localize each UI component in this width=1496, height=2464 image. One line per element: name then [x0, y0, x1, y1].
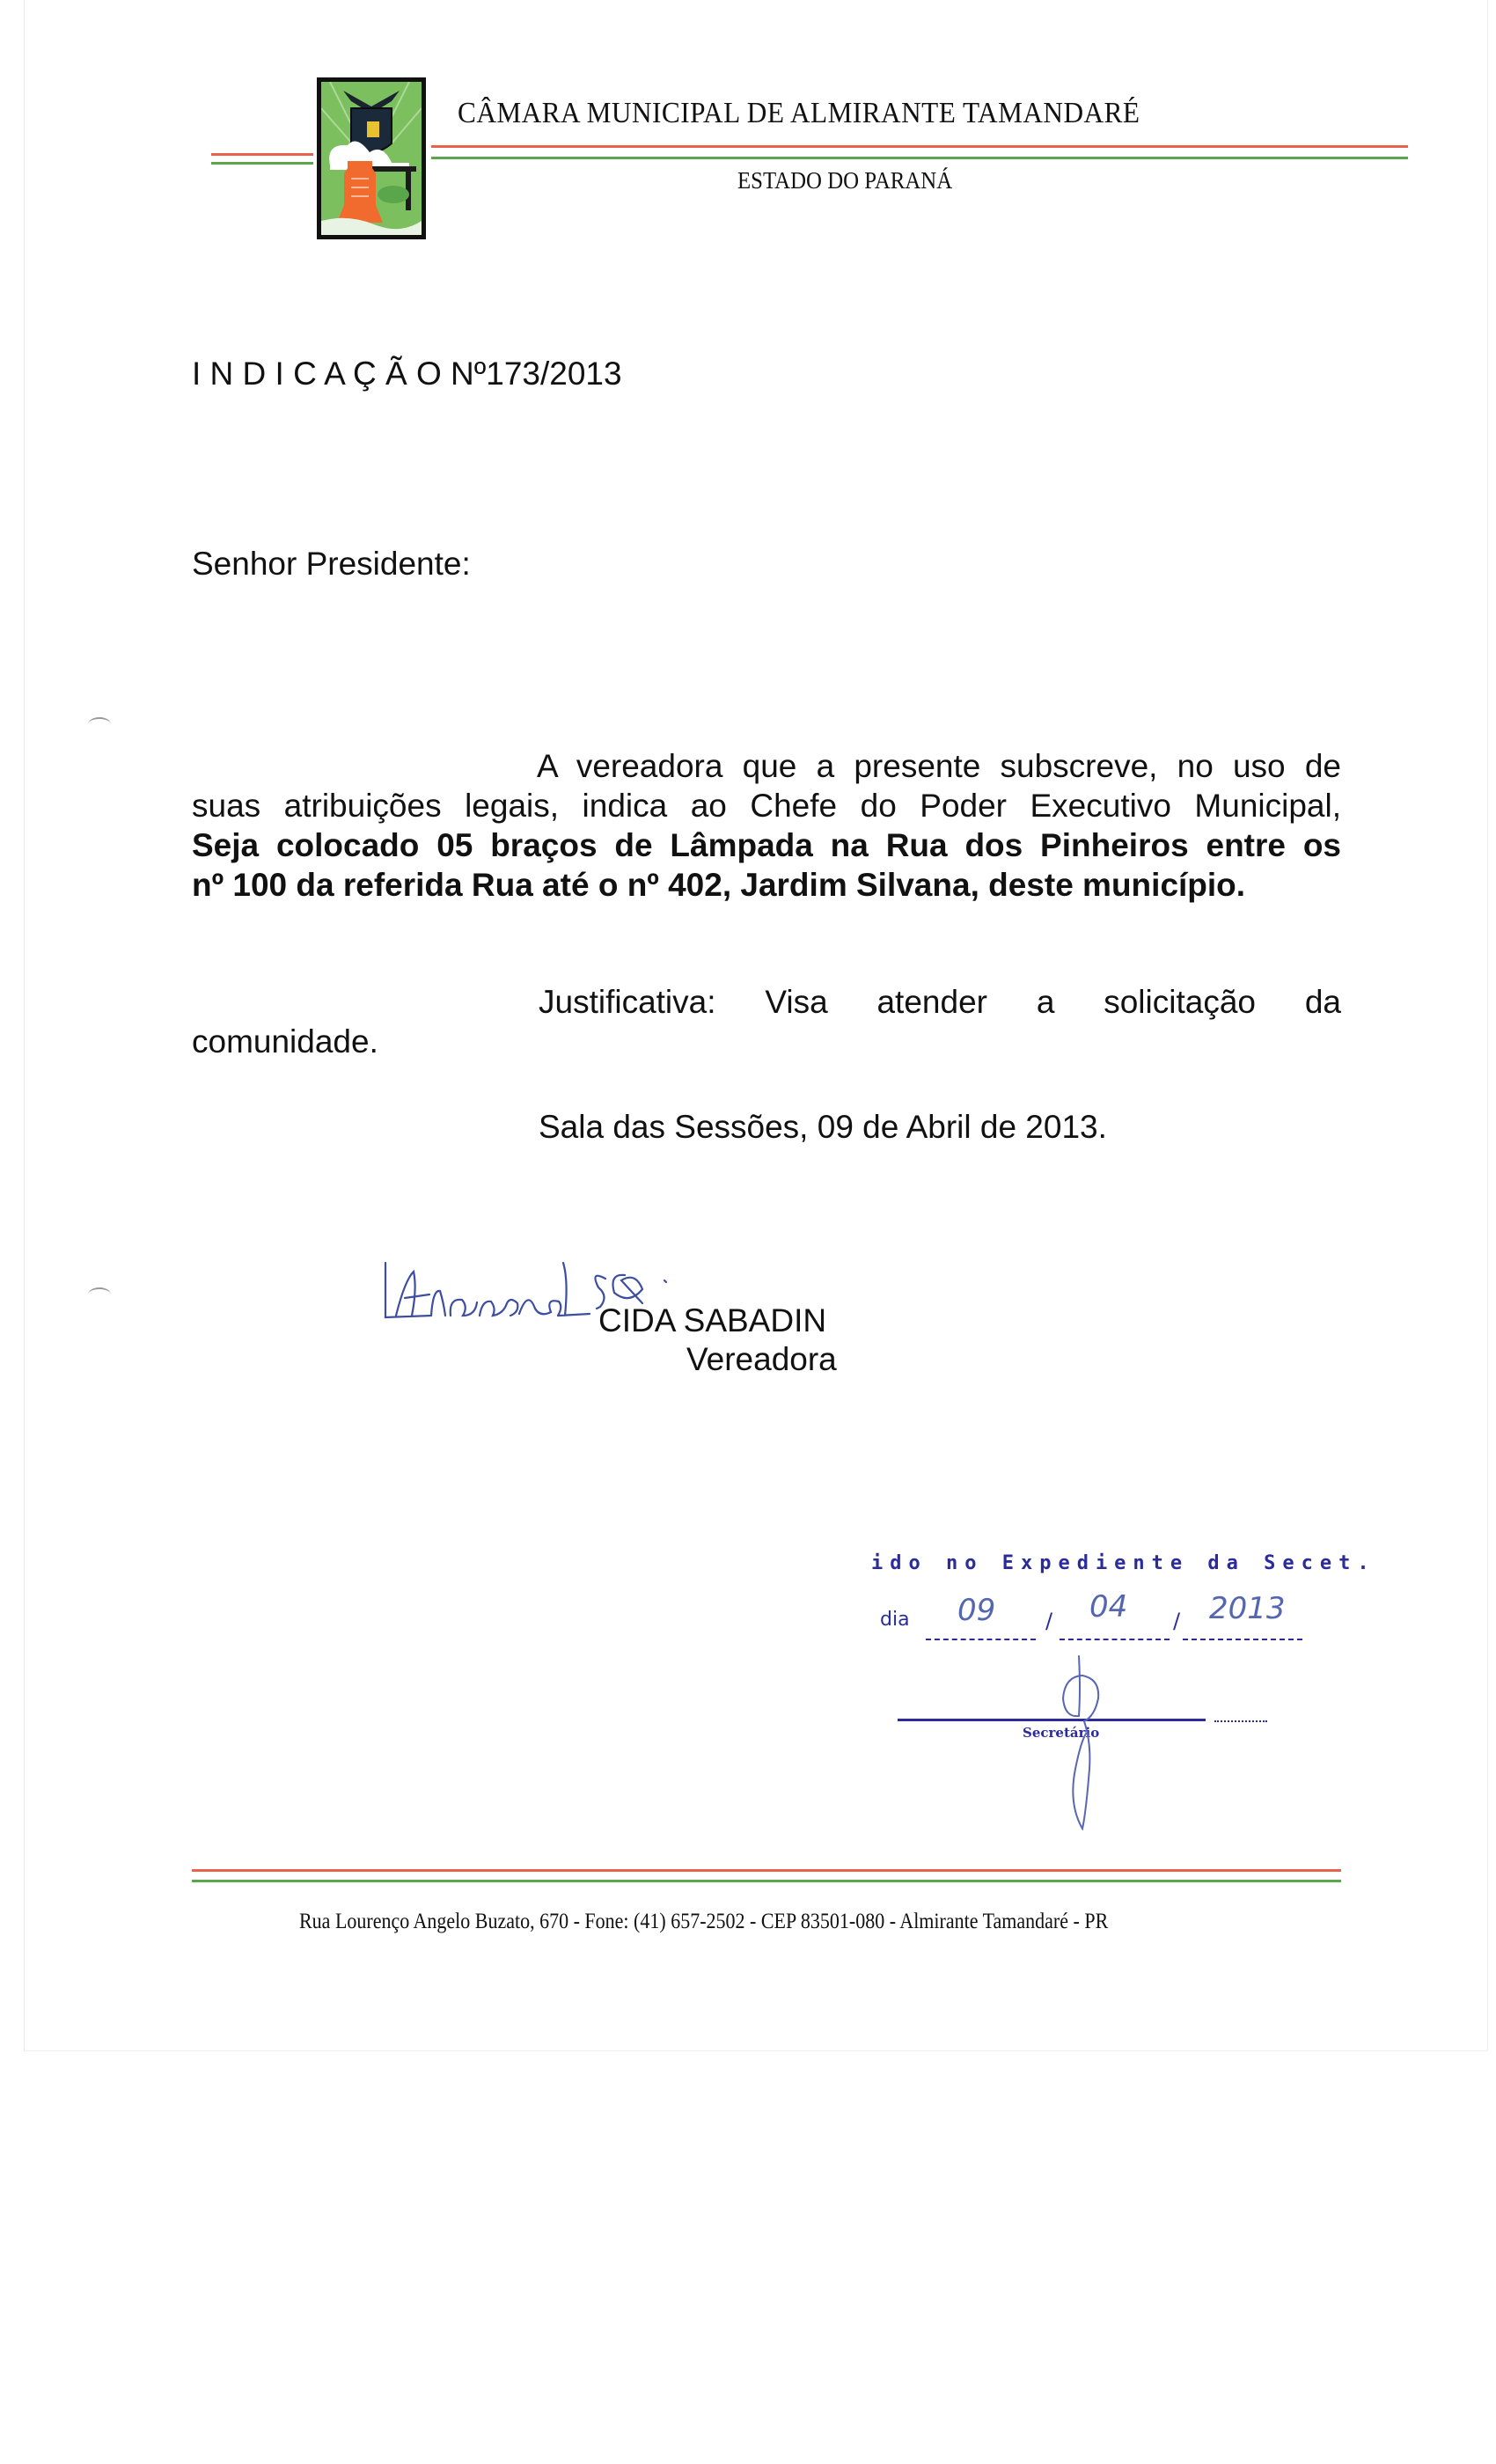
institution-name: CÂMARA MUNICIPAL DE ALMIRANTE TAMANDARÉ	[458, 97, 1140, 129]
punch-hole-mark	[88, 1287, 111, 1302]
body-paragraph	[192, 746, 1341, 905]
date-separator: /	[1173, 1609, 1181, 1633]
header-rule-green	[431, 157, 1408, 159]
stamp-year-line	[1183, 1637, 1302, 1640]
justification-word: Justificativa:	[539, 984, 716, 1020]
justification-word: da	[1304, 984, 1341, 1020]
justification-word: a	[1036, 984, 1055, 1020]
stamp-year: 2013	[1209, 1591, 1286, 1626]
stamp-month: 04	[1089, 1589, 1128, 1624]
stamp-month-line	[1060, 1637, 1170, 1640]
body-line: A vereadora que a presente subscreve, no uso de	[537, 748, 1341, 784]
stamp-day-line	[926, 1637, 1036, 1640]
footer-address: Rua Lourenço Angelo Buzato, 670 - Fone: (41) 657-2502 - CEP 83501-080 - Almirante Tamandaré - PR	[299, 1910, 1109, 1933]
place-and-date: Sala das Sessões, 09 de Abril de 2013.	[539, 1109, 1107, 1145]
scan-edge	[1487, 0, 1488, 2050]
justification-word: atender	[876, 984, 987, 1020]
footer-rule-green	[192, 1880, 1341, 1882]
coat-of-arms-icon	[317, 77, 426, 239]
scan-edge	[24, 0, 25, 2050]
stamp-day: 09	[957, 1593, 996, 1628]
signatory-name: CIDA SABADIN	[598, 1302, 827, 1338]
stamp-role: Secretário	[1023, 1725, 1100, 1741]
header-rule-red-left	[211, 153, 313, 156]
salutation: Senhor Presidente:	[192, 546, 471, 582]
signatory-role: Vereadora	[686, 1341, 837, 1377]
document-title: I N D I C A Ç Ã O Nº173/2013	[192, 356, 622, 392]
stamp-signature-line-tail	[1214, 1719, 1267, 1722]
date-separator: /	[1045, 1609, 1053, 1633]
justification-word: Visa	[765, 984, 828, 1020]
body-bold-line: Seja colocado 05 braços de Lâmpada na Rua dos Pinheiros entre os	[192, 827, 1341, 863]
footer-rule-red	[192, 1869, 1341, 1872]
secretary-signature	[1056, 1654, 1118, 1830]
scan-edge	[24, 2050, 1488, 2051]
stamp-heading: ido no Expediente da Secet.	[871, 1552, 1376, 1574]
justification-continuation: comunidade.	[192, 1023, 378, 1060]
state-name: ESTADO DO PARANÁ	[737, 167, 953, 194]
header-rule-green-left	[211, 162, 313, 165]
body-line: suas atribuições legais, indica ao Chefe do Poder Executivo Municipal,	[192, 788, 1341, 824]
stamp-dia-label: dia	[880, 1609, 910, 1631]
justification-word: solicitação	[1104, 984, 1256, 1020]
stamp-signature-line	[898, 1719, 1206, 1721]
header-rule-red	[431, 145, 1408, 148]
body-bold-line: nº 100 da referida Rua até o nº 402, Jardim Silvana, deste município.	[192, 867, 1246, 903]
punch-hole-mark	[88, 717, 111, 731]
justification-line	[539, 984, 1341, 1021]
